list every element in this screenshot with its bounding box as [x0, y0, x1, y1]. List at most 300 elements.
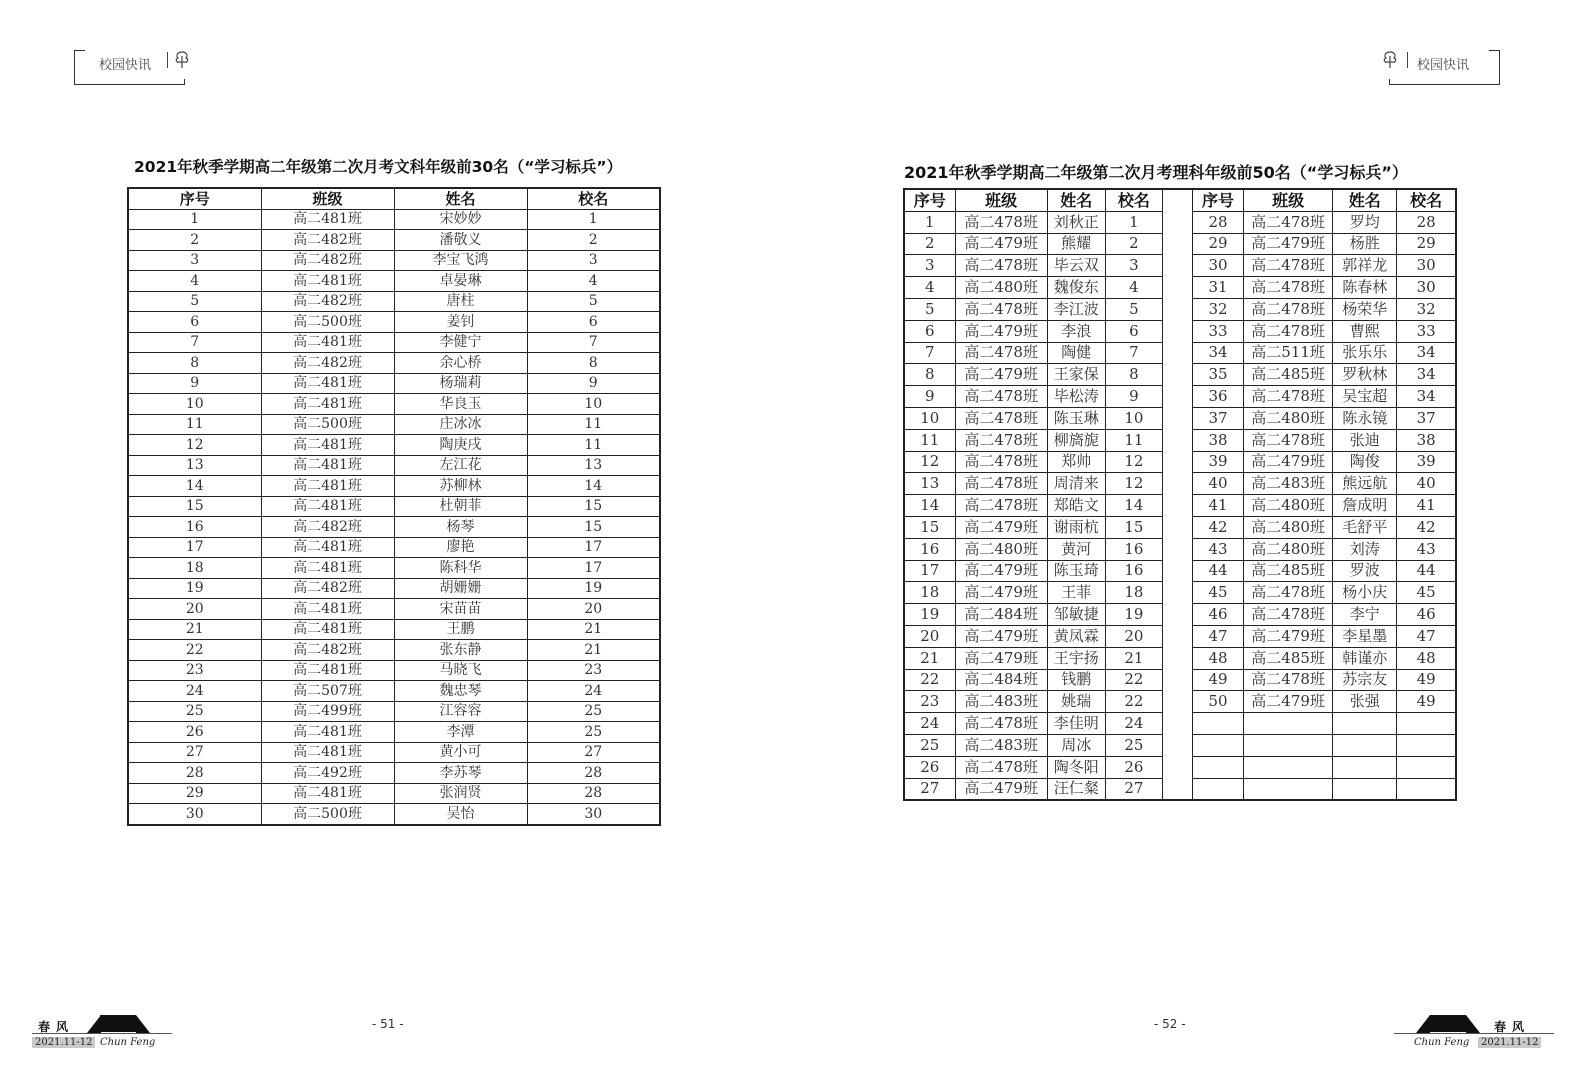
cell-index: 47 — [1192, 625, 1243, 647]
cell-index — [1192, 734, 1243, 756]
cell-class: 高二478班 — [955, 211, 1047, 233]
cell-name: 毕松涛 — [1047, 386, 1105, 408]
cell-class: 高二480班 — [1244, 516, 1333, 538]
cell-class: 高二479班 — [955, 625, 1047, 647]
cell-index: 23 — [904, 691, 955, 713]
cell-name: 刘秋正 — [1047, 211, 1105, 233]
cell-class: 高二479班 — [955, 364, 1047, 386]
cell-name — [1333, 734, 1397, 756]
cell-name: 张强 — [1333, 691, 1397, 713]
col-header-class: 班级 — [261, 188, 394, 209]
cell-name: 陈春林 — [1333, 277, 1397, 299]
cell-index: 6 — [128, 312, 261, 333]
cell-index: 26 — [904, 756, 955, 778]
cell-name: 苏宗友 — [1333, 669, 1397, 691]
cell-class: 高二479班 — [955, 560, 1047, 582]
cell-name: 张迪 — [1333, 429, 1397, 451]
cell-class: 高二481班 — [261, 209, 394, 230]
cell-class: 高二479班 — [1244, 451, 1333, 473]
table-row — [904, 713, 1456, 735]
table-header-row — [128, 188, 660, 209]
table-row — [904, 473, 1456, 495]
cell-index: 12 — [128, 435, 261, 456]
cell-class — [1244, 778, 1333, 800]
cell-index: 22 — [128, 640, 261, 661]
cell-name: 钱鹏 — [1047, 669, 1105, 691]
col-header-index: 序号 — [904, 189, 955, 211]
cell-class: 高二485班 — [1244, 560, 1333, 582]
science-table-title: 2021年秋季学期高二年级第二次月考理科年级前50名（“学习标兵”） — [904, 163, 1408, 182]
cell-name: 魏忠琴 — [394, 681, 527, 702]
cell-index: 8 — [128, 353, 261, 374]
cell-class: 高二481班 — [261, 271, 394, 292]
cell-rank: 33 — [1397, 320, 1456, 342]
cell-index: 9 — [904, 386, 955, 408]
cell-index: 23 — [128, 660, 261, 681]
cell-name: 陈科华 — [394, 558, 527, 579]
cell-rank: 3 — [1105, 255, 1162, 277]
cell-rank: 6 — [527, 312, 660, 333]
cell-index: 21 — [904, 647, 955, 669]
table-row — [128, 332, 660, 353]
cell-name: 陶冬阳 — [1047, 756, 1105, 778]
cell-name: 詹成明 — [1333, 495, 1397, 517]
cell-name: 李江波 — [1047, 298, 1105, 320]
table-row — [128, 476, 660, 497]
cell-index: 31 — [1192, 277, 1243, 299]
table-row — [128, 640, 660, 661]
cell-rank: 12 — [1105, 473, 1162, 495]
table-row — [128, 414, 660, 435]
cell-name: 曹熙 — [1333, 320, 1397, 342]
cell-index: 14 — [128, 476, 261, 497]
table-row — [128, 681, 660, 702]
cell-class: 高二479班 — [955, 320, 1047, 342]
cell-rank: 16 — [1105, 538, 1162, 560]
cell-class: 高二478班 — [955, 713, 1047, 735]
cell-index: 49 — [1192, 669, 1243, 691]
cell-rank: 25 — [527, 701, 660, 722]
col-header-class: 班级 — [955, 189, 1047, 211]
cell-index: 26 — [128, 722, 261, 743]
cell-name: 杨小庆 — [1333, 582, 1397, 604]
cell-class: 高二484班 — [955, 604, 1047, 626]
table-row — [904, 582, 1456, 604]
cell-index: 20 — [128, 599, 261, 620]
cell-index: 18 — [128, 558, 261, 579]
cell-index: 19 — [904, 604, 955, 626]
cell-rank: 9 — [527, 373, 660, 394]
cell-rank: 48 — [1397, 647, 1456, 669]
cell-index: 4 — [128, 271, 261, 292]
cell-index: 17 — [904, 560, 955, 582]
cell-index: 17 — [128, 537, 261, 558]
table-row — [128, 435, 660, 456]
cell-index: 41 — [1192, 495, 1243, 517]
right-page — [794, 0, 1588, 1077]
cell-rank: 43 — [1397, 538, 1456, 560]
cell-index — [1192, 756, 1243, 778]
cell-name: 郑帅 — [1047, 451, 1105, 473]
footer-brand: 春风 — [38, 1020, 75, 1034]
cell-rank: 2 — [1105, 233, 1162, 255]
cell-name: 黄河 — [1047, 538, 1105, 560]
cell-index: 15 — [904, 516, 955, 538]
table-row — [128, 763, 660, 784]
cell-index: 48 — [1192, 647, 1243, 669]
cell-class: 高二481班 — [261, 476, 394, 497]
cell-index: 13 — [128, 455, 261, 476]
cell-rank: 44 — [1397, 560, 1456, 582]
cell-rank: 17 — [527, 558, 660, 579]
cell-rank: 5 — [527, 291, 660, 312]
cell-index: 14 — [904, 495, 955, 517]
cell-class: 高二485班 — [1244, 364, 1333, 386]
cell-index: 6 — [904, 320, 955, 342]
cell-index: 3 — [128, 250, 261, 271]
cell-rank: 21 — [1105, 647, 1162, 669]
cell-rank: 49 — [1397, 691, 1456, 713]
table-row — [904, 298, 1456, 320]
cell-rank: 15 — [527, 517, 660, 538]
cell-rank: 1 — [527, 209, 660, 230]
cell-rank: 9 — [1105, 386, 1162, 408]
cell-name: 柳旖旎 — [1047, 429, 1105, 451]
page-number-left: - 51 - — [372, 1017, 404, 1031]
cell-class: 高二481班 — [261, 537, 394, 558]
cell-rank: 8 — [527, 353, 660, 374]
cell-class: 高二478班 — [955, 342, 1047, 364]
cell-class: 高二483班 — [955, 691, 1047, 713]
cell-rank: 11 — [527, 414, 660, 435]
table-row — [904, 211, 1456, 233]
cell-rank: 45 — [1397, 582, 1456, 604]
cell-name: 黄小可 — [394, 742, 527, 763]
cell-index: 30 — [128, 804, 261, 825]
cell-rank: 22 — [1105, 669, 1162, 691]
cell-rank: 40 — [1397, 473, 1456, 495]
cell-index: 16 — [904, 538, 955, 560]
cell-name: 罗波 — [1333, 560, 1397, 582]
cell-name — [1333, 778, 1397, 800]
col-header-index: 序号 — [128, 188, 261, 209]
cell-class: 高二511班 — [1244, 342, 1333, 364]
cell-name: 韩谨亦 — [1333, 647, 1397, 669]
cell-rank: 11 — [1105, 429, 1162, 451]
cell-class: 高二481班 — [261, 435, 394, 456]
cell-class: 高二481班 — [261, 455, 394, 476]
cell-rank: 6 — [1105, 320, 1162, 342]
cell-rank — [1397, 778, 1456, 800]
cell-class: 高二482班 — [261, 517, 394, 538]
cell-class: 高二479班 — [955, 516, 1047, 538]
cell-name: 邹敏捷 — [1047, 604, 1105, 626]
cell-index: 37 — [1192, 407, 1243, 429]
cell-name: 李宝飞鸿 — [394, 250, 527, 271]
cell-index: 5 — [128, 291, 261, 312]
cell-index: 40 — [1192, 473, 1243, 495]
cell-class: 高二480班 — [1244, 538, 1333, 560]
cell-class: 高二483班 — [955, 734, 1047, 756]
cell-index: 30 — [1192, 255, 1243, 277]
cell-name: 江容容 — [394, 701, 527, 722]
cell-class: 高二500班 — [261, 804, 394, 825]
cell-rank: 25 — [527, 722, 660, 743]
cell-class: 高二480班 — [955, 538, 1047, 560]
cell-class: 高二479班 — [955, 582, 1047, 604]
cell-rank: 39 — [1397, 451, 1456, 473]
col-header-name: 姓名 — [1333, 189, 1397, 211]
table-row — [904, 407, 1456, 429]
cell-rank: 28 — [527, 783, 660, 804]
cell-rank — [1397, 756, 1456, 778]
cell-name: 廖艳 — [394, 537, 527, 558]
cell-name: 宋苗苗 — [394, 599, 527, 620]
cell-class: 高二478班 — [1244, 669, 1333, 691]
cell-rank: 15 — [527, 496, 660, 517]
cell-class: 高二482班 — [261, 291, 394, 312]
cell-name: 杨琴 — [394, 517, 527, 538]
cell-name: 李佳明 — [1047, 713, 1105, 735]
cell-rank: 12 — [1105, 451, 1162, 473]
cell-class: 高二478班 — [955, 495, 1047, 517]
cell-class: 高二500班 — [261, 312, 394, 333]
cell-class: 高二479班 — [955, 778, 1047, 800]
table-row — [904, 625, 1456, 647]
cell-class: 高二482班 — [261, 230, 394, 251]
cell-class: 高二481班 — [261, 722, 394, 743]
table-row — [904, 756, 1456, 778]
cell-name: 潘敬义 — [394, 230, 527, 251]
cell-name: 陈玉琳 — [1047, 407, 1105, 429]
cell-rank: 49 — [1397, 669, 1456, 691]
table-row — [128, 599, 660, 620]
table-row — [128, 291, 660, 312]
cell-index: 21 — [128, 619, 261, 640]
cell-class: 高二478班 — [1244, 429, 1333, 451]
cell-name: 陶俊 — [1333, 451, 1397, 473]
cell-class: 高二479班 — [1244, 625, 1333, 647]
cell-name: 周冰 — [1047, 734, 1105, 756]
cell-index: 11 — [904, 429, 955, 451]
footer-left — [32, 1015, 172, 1051]
cell-rank: 10 — [527, 394, 660, 415]
cell-name: 王鹏 — [394, 619, 527, 640]
table-row — [904, 669, 1456, 691]
cell-index — [1192, 713, 1243, 735]
cell-index: 9 — [128, 373, 261, 394]
cell-name — [1333, 756, 1397, 778]
cell-class: 高二481班 — [261, 332, 394, 353]
footer-right — [1394, 1015, 1554, 1051]
cell-name: 黄凤霖 — [1047, 625, 1105, 647]
cell-name: 吴怡 — [394, 804, 527, 825]
cell-index: 36 — [1192, 386, 1243, 408]
cell-name: 汪仁粲 — [1047, 778, 1105, 800]
cell-class: 高二478班 — [955, 473, 1047, 495]
cell-rank: 24 — [527, 681, 660, 702]
cell-index: 44 — [1192, 560, 1243, 582]
cell-rank: 4 — [527, 271, 660, 292]
cell-rank — [1397, 734, 1456, 756]
cell-name: 张乐乐 — [1333, 342, 1397, 364]
table-row — [128, 558, 660, 579]
section-label: 校园快讯 — [1417, 58, 1470, 73]
cell-class: 高二499班 — [261, 701, 394, 722]
cell-index: 11 — [128, 414, 261, 435]
cell-index: 32 — [1192, 298, 1243, 320]
cell-class: 高二480班 — [955, 277, 1047, 299]
table-row — [904, 538, 1456, 560]
footer-date: 2021.11-12 — [32, 1037, 95, 1048]
cell-index: 45 — [1192, 582, 1243, 604]
cell-name: 毕云双 — [1047, 255, 1105, 277]
cell-index: 7 — [128, 332, 261, 353]
cell-name: 陶庚戌 — [394, 435, 527, 456]
cell-class: 高二481班 — [261, 496, 394, 517]
table-row — [128, 373, 660, 394]
cell-index: 16 — [128, 517, 261, 538]
table-row — [128, 353, 660, 374]
table-row — [904, 691, 1456, 713]
section-header — [1389, 50, 1500, 85]
cell-rank: 28 — [1397, 211, 1456, 233]
cell-class: 高二481班 — [261, 373, 394, 394]
cell-class: 高二478班 — [1244, 320, 1333, 342]
cell-index: 24 — [128, 681, 261, 702]
cell-name: 吴宝超 — [1333, 386, 1397, 408]
table-row — [904, 451, 1456, 473]
cell-name: 李星墨 — [1333, 625, 1397, 647]
cell-name: 罗秋林 — [1333, 364, 1397, 386]
cell-rank: 11 — [527, 435, 660, 456]
cell-name: 杜朝菲 — [394, 496, 527, 517]
cell-index: 46 — [1192, 604, 1243, 626]
cell-index: 25 — [128, 701, 261, 722]
cell-class: 高二482班 — [261, 353, 394, 374]
table-row — [904, 342, 1456, 364]
cell-name: 李潭 — [394, 722, 527, 743]
cell-name: 马晓飞 — [394, 660, 527, 681]
table-row — [904, 560, 1456, 582]
cell-name: 唐柱 — [394, 291, 527, 312]
footer-brand: 春风 — [1494, 1020, 1531, 1034]
col-header-name: 姓名 — [394, 188, 527, 209]
col-header-rank: 校名 — [527, 188, 660, 209]
cell-rank: 10 — [1105, 407, 1162, 429]
cell-name: 胡姗姗 — [394, 578, 527, 599]
cell-index: 19 — [128, 578, 261, 599]
section-header — [74, 50, 185, 85]
cell-name: 苏柳林 — [394, 476, 527, 497]
cell-class: 高二478班 — [1244, 255, 1333, 277]
cell-index: 38 — [1192, 429, 1243, 451]
table-row — [128, 250, 660, 271]
cell-name: 姜钊 — [394, 312, 527, 333]
cell-class — [1244, 756, 1333, 778]
cell-name: 华良玉 — [394, 394, 527, 415]
table-row — [128, 537, 660, 558]
cell-name: 陈玉琦 — [1047, 560, 1105, 582]
cell-rank: 37 — [1397, 407, 1456, 429]
table-row — [128, 578, 660, 599]
cell-class: 高二478班 — [1244, 604, 1333, 626]
cell-class: 高二482班 — [261, 640, 394, 661]
cell-index: 20 — [904, 625, 955, 647]
cell-name: 余心桥 — [394, 353, 527, 374]
table-row — [128, 804, 660, 825]
cell-rank: 34 — [1397, 364, 1456, 386]
cell-rank: 23 — [527, 660, 660, 681]
cell-rank: 34 — [1397, 386, 1456, 408]
cell-index: 8 — [904, 364, 955, 386]
section-label: 校园快讯 — [99, 58, 152, 73]
cell-class: 高二479班 — [1244, 691, 1333, 713]
table-row — [904, 233, 1456, 255]
cell-name: 李健宁 — [394, 332, 527, 353]
cell-rank: 3 — [527, 250, 660, 271]
cell-class: 高二478班 — [955, 451, 1047, 473]
cell-class: 高二480班 — [1244, 407, 1333, 429]
cell-rank: 41 — [1397, 495, 1456, 517]
cell-name: 庄冰冰 — [394, 414, 527, 435]
cell-rank: 20 — [527, 599, 660, 620]
cell-rank: 19 — [527, 578, 660, 599]
cell-name: 左江花 — [394, 455, 527, 476]
cell-index: 18 — [904, 582, 955, 604]
cell-class: 高二478班 — [955, 386, 1047, 408]
cell-index: 25 — [904, 734, 955, 756]
cell-rank: 30 — [527, 804, 660, 825]
cell-class: 高二478班 — [955, 407, 1047, 429]
cell-class: 高二500班 — [261, 414, 394, 435]
cell-rank: 26 — [1105, 756, 1162, 778]
cell-index: 24 — [904, 713, 955, 735]
table-row — [128, 722, 660, 743]
cell-class: 高二478班 — [1244, 298, 1333, 320]
cell-rank: 8 — [1105, 364, 1162, 386]
cell-index: 22 — [904, 669, 955, 691]
cell-name: 杨瑞莉 — [394, 373, 527, 394]
table-row — [904, 255, 1456, 277]
cell-index: 15 — [128, 496, 261, 517]
cell-rank: 4 — [1105, 277, 1162, 299]
science-ranking-table — [903, 188, 1457, 801]
cell-index: 27 — [128, 742, 261, 763]
cell-class: 高二482班 — [261, 250, 394, 271]
arts-ranking-table — [127, 187, 661, 826]
cell-index: 10 — [904, 407, 955, 429]
cell-class: 高二480班 — [1244, 495, 1333, 517]
cell-name: 张东静 — [394, 640, 527, 661]
table-row — [128, 517, 660, 538]
cell-rank: 16 — [1105, 560, 1162, 582]
cell-index: 29 — [128, 783, 261, 804]
tree-icon — [173, 50, 191, 74]
cell-name: 杨胜 — [1333, 233, 1397, 255]
cell-class: 高二478班 — [955, 756, 1047, 778]
cell-index: 50 — [1192, 691, 1243, 713]
cell-rank: 1 — [1105, 211, 1162, 233]
table-row — [128, 783, 660, 804]
cell-name: 熊耀 — [1047, 233, 1105, 255]
cell-rank: 25 — [1105, 734, 1162, 756]
table-row — [128, 496, 660, 517]
cell-class: 高二478班 — [955, 298, 1047, 320]
cell-rank: 15 — [1105, 516, 1162, 538]
cell-rank: 14 — [1105, 495, 1162, 517]
cell-class: 高二481班 — [261, 394, 394, 415]
